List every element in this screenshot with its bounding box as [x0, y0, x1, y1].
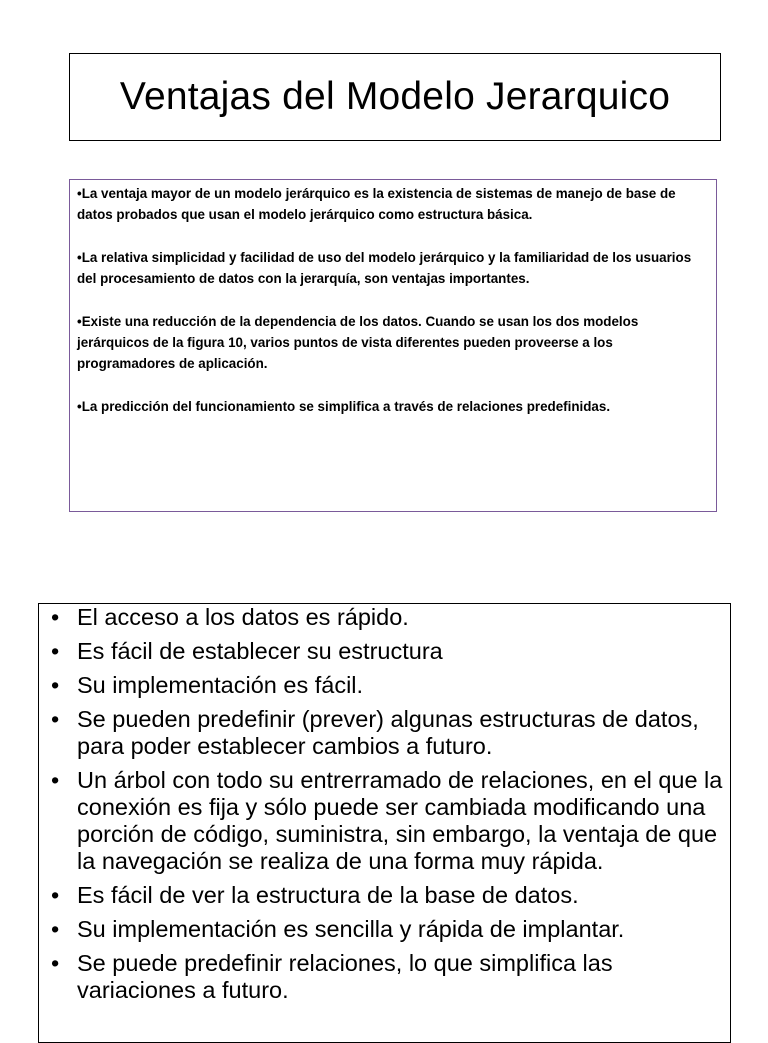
- list-item: [51, 916, 724, 943]
- list-item-text: Es fácil de establecer su estructura: [77, 638, 443, 664]
- list-item: [51, 950, 724, 1004]
- bullet-list: [51, 604, 724, 1004]
- list-item-text: Se puede predefinir relaciones, lo que simplifica las variaciones a futuro.: [77, 950, 613, 1003]
- advantages-text-box: [69, 179, 717, 512]
- bullet-dot: •: [51, 604, 60, 630]
- list-item-text: Un árbol con todo su entrerramado de relaciones, en el que la conexión es fija y sólo puede ser cambiada modificando una porción de código, suministra, sin embargo, la ventaja de que la navegación se realiza de una forma muy rápida.: [77, 767, 723, 874]
- bullet-dot: •: [51, 950, 60, 976]
- list-item-text: Su implementación es sencilla y rápida de implantar.: [77, 916, 625, 942]
- bullet-dot: •: [51, 916, 60, 942]
- list-item: [51, 882, 724, 909]
- bullet-dot: •: [51, 767, 60, 793]
- bullet-dot: •: [51, 882, 60, 908]
- bullet-dot: •: [51, 638, 60, 664]
- list-item: [51, 672, 724, 699]
- advantages-bullet-list-box: [38, 603, 731, 1043]
- list-item-text: Su implementación es fácil.: [77, 672, 364, 698]
- bullet-dot: •: [51, 672, 60, 698]
- list-item: [51, 638, 724, 665]
- list-item: [51, 604, 724, 631]
- list-item: [51, 767, 724, 875]
- paragraph-1: •La ventaja mayor de un modelo jerárquico es la existencia de sistemas de manejo de base de datos probados que usan el modelo jerárquico como estructura básica.: [77, 186, 676, 222]
- list-item-text: Se pueden predefinir (prever) algunas estructuras de datos, para poder establecer cambios a futuro.: [77, 706, 699, 759]
- paragraph-3: •Existe una reducción de la dependencia de los datos. Cuando se usan los dos modelos jerárquicos de la figura 10, varios puntos de vista diferentes pueden proveerse a los programadores de aplicación.: [77, 314, 639, 371]
- title-box: [69, 53, 721, 141]
- paragraph-4: •La predicción del funcionamiento se simplifica a través de relaciones predefinidas.: [77, 399, 611, 414]
- slide-title: Ventajas del Modelo Jerarquico: [119, 75, 671, 118]
- bullet-dot: •: [51, 706, 60, 732]
- paragraph-2: •La relativa simplicidad y facilidad de uso del modelo jerárquico y la familiaridad de los usuarios del procesamiento de datos con la jerarquía, son ventajas importantes.: [77, 250, 692, 286]
- list-item-text: El acceso a los datos es rápido.: [77, 604, 409, 630]
- list-item-text: Es fácil de ver la estructura de la base de datos.: [77, 882, 579, 908]
- list-item: [51, 706, 724, 760]
